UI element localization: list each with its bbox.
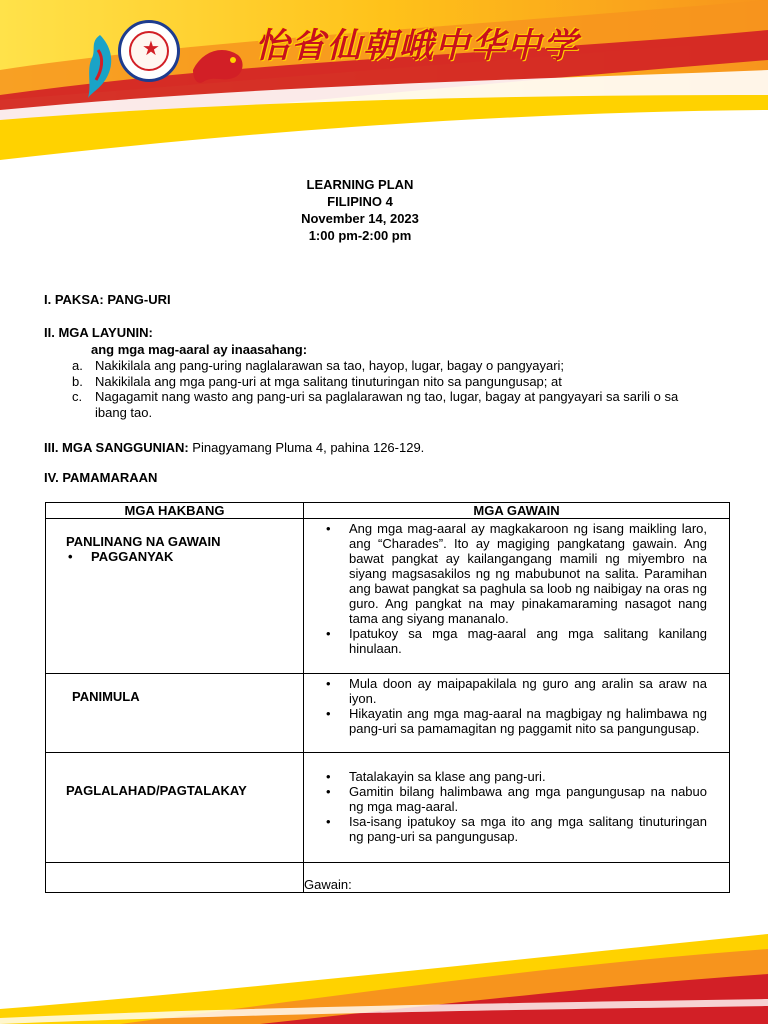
plan-date: November 14, 2023 xyxy=(301,211,419,226)
activity-item: • Mula doon ay maipapakilala ng guro ang aralin sa araw na iyon. xyxy=(326,676,707,706)
activity-item: • Isa-isang ipatukoy sa mga ito ang mga salitang tinuturingan ng pang-uri sa pangungusap. xyxy=(326,814,707,844)
objectives-list xyxy=(72,358,692,420)
activity-list xyxy=(304,676,729,736)
table-row xyxy=(46,753,730,863)
table-header-row xyxy=(46,503,730,519)
activity-item: • Ipatukoy sa mga mag-aaral ang mga salitang kanilang hinulaan. xyxy=(326,626,707,656)
column-header-gawain: MGA GAWAIN xyxy=(304,503,730,519)
step-label: PAGLALAHAD/PAGTALAKAY xyxy=(66,783,247,798)
step-label: PANIMULA xyxy=(72,689,140,704)
table-row xyxy=(46,519,730,674)
table-row xyxy=(46,863,730,893)
gawain-note: Gawain: xyxy=(304,877,352,892)
step-label: PANLINANG NA GAWAIN xyxy=(66,534,221,549)
activity-list xyxy=(304,521,729,656)
substep-label: • PAGGANYAK xyxy=(68,549,174,564)
step-label xyxy=(46,863,304,893)
section-sanggunian: III. MGA SANGGUNIAN: Pinagyamang Pluma 4, pahina 126-129. xyxy=(44,440,425,455)
school-seal-icon: ★ xyxy=(118,20,180,82)
document-header xyxy=(0,176,720,244)
objective-item: a. Nakikilala ang pang-uring naglalarawan sa tao, hayop, lugar, bagay o pangyayari; xyxy=(72,358,565,373)
activity-item: • Gamitin bilang halimbawa ang mga pangungusap na nabuo ng mga mag-aaral. xyxy=(326,784,707,814)
activity-list xyxy=(304,769,729,844)
section-pamamaraan: IV. PAMAMARAAN xyxy=(44,470,158,485)
plan-time: 1:00 pm-2:00 pm xyxy=(308,228,412,243)
objective-item: b. Nakikilala ang mga pang-uri at mga salitang tinuturingan nito sa pangungusap; at xyxy=(72,373,562,389)
procedure-table xyxy=(45,502,730,893)
footer-wave xyxy=(0,914,768,1024)
section-layunin: II. MGA LAYUNIN: xyxy=(44,325,153,340)
dragon-icon xyxy=(188,40,248,90)
layunin-intro: ang mga mag-aaral ay inaasahang: xyxy=(91,342,308,357)
activity-item: • Ang mga mag-aaral ay magkakaroon ng isang maikling laro, ang “Charades”. Ito ay magiging pangkatang gawain. Ang bawat pangkat ay kailangangang mamili ng miyembro na siyang magsasakilos ng ng mabubunot na salita. Paramihan ang bawat pangkat sa paghula sa loob ng naibigay na oras ng guro. Ang pangkat na may pinakamaraming nasagot nang tama ang siyang mananalo. xyxy=(326,521,707,626)
section-paksa: I. PAKSA: PANG-URI xyxy=(44,292,171,307)
phoenix-icon xyxy=(80,30,120,100)
column-header-hakbang: MGA HAKBANG xyxy=(46,503,304,519)
school-name: 怡省仙朝峨中华中学 xyxy=(255,26,579,66)
activity-item: • Tatalakayin sa klase ang pang-uri. xyxy=(326,769,546,784)
table-row xyxy=(46,674,730,753)
plan-title: LEARNING PLAN xyxy=(306,177,414,192)
plan-subject: FILIPINO 4 xyxy=(327,194,393,209)
objective-item: c. Nagagamit nang wasto ang pang-uri sa paglalarawan ng tao, lugar, bagay at pangyayari sa sarili o sa ibang tao. xyxy=(72,389,679,420)
activity-item: • Hikayatin ang mga mag-aaral na magbigay ng halimbawa ng pang-uri sa pamamagitan ng paggamit nito sa pangungusap. xyxy=(326,706,707,736)
